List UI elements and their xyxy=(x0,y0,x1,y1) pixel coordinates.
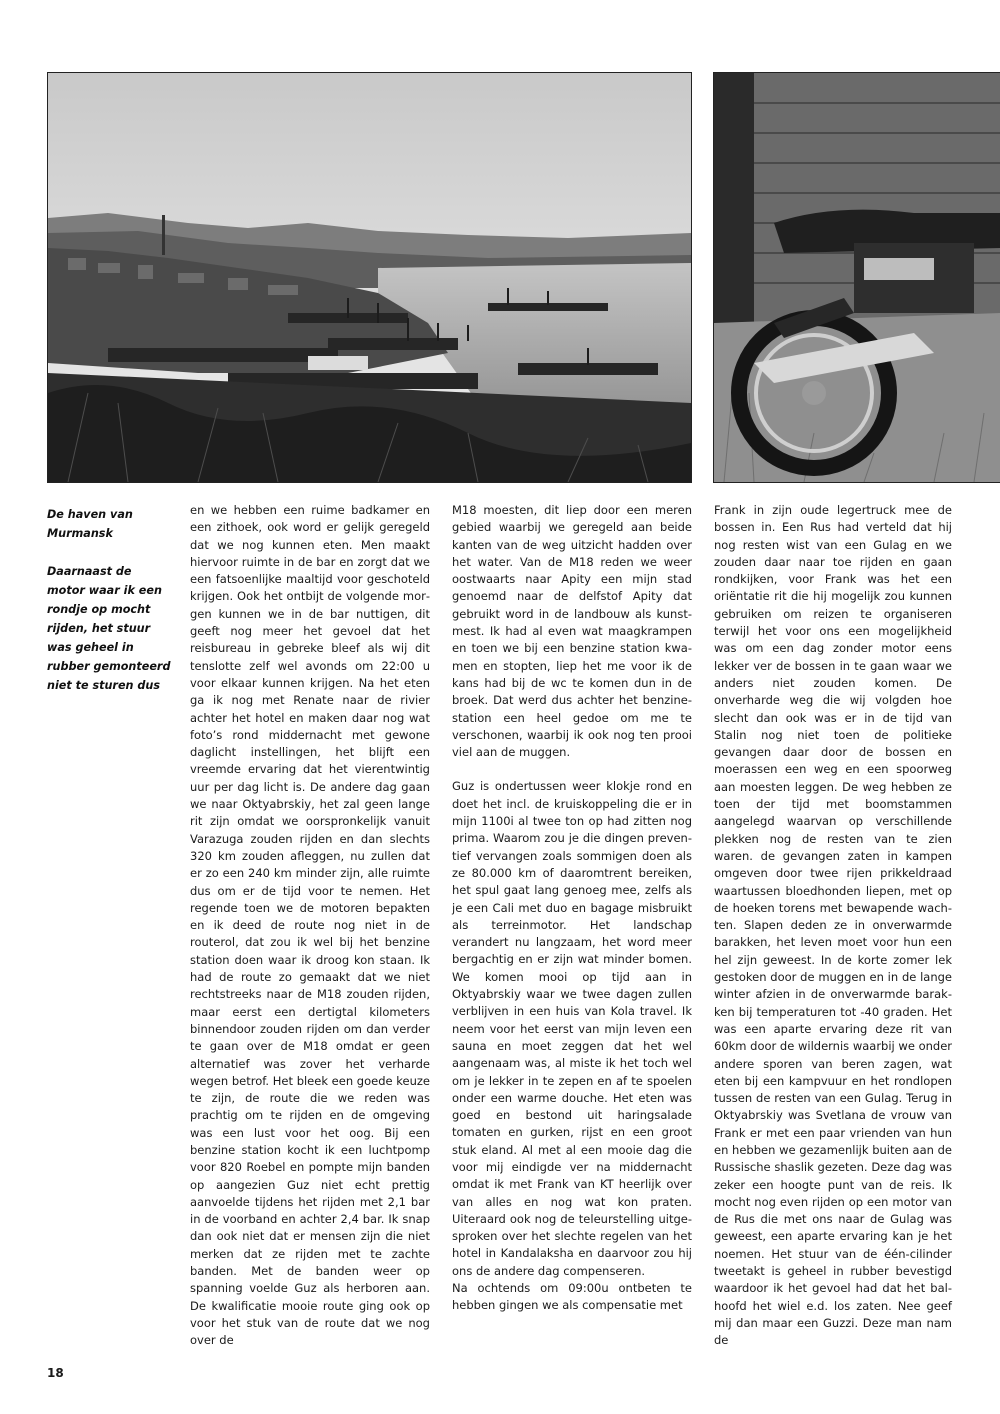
harbor-photo-image xyxy=(48,73,691,482)
page-number: 18 xyxy=(47,1366,64,1380)
caption-text: Daarnaast de motor waar ik een rondje op mocht rijden, het stuur was geheel in rubber gemonteerd niet te sturen dus xyxy=(47,565,171,692)
article-column-1 xyxy=(190,502,430,1350)
motorbike-photo xyxy=(713,72,1000,483)
motorbike-photo-image xyxy=(714,73,1000,482)
paragraph: M18 moesten, dit liep door een meren gebied waarbij we geregeld aan beide kanten van de weg uitzicht hadden over het water. Van de M18 reden we weer oostwaarts naar Apity een mijn stad genoemd naar de delfstof Apity dat gebruikt word in de landbouw als kunstmest. Ik had al even wat maagkrampen en toen we bij een benzine station kwamen en stopten, liep het me voor ik de kans had bij de wc te komen dun in de broek. Dat werd dus achter het benzinestation een heel gedoe om me te verschonen, waarbij ik ook nog ten prooi viel aan de muggen. xyxy=(452,503,692,760)
harbor-photo xyxy=(47,72,692,483)
paragraph: Guz is ondertussen weer klokje rond en doet het incl. de kruiskoppeling die er in mijn 1100i al twee ton op had zitten nog prima. Waarom zou je die dingen preventief vervangen zoals sommigen doen als ze 80.000 km of daaromtrent bereiken, het spul gaat lang genoeg mee, zelfs als je een Cali met duo en bagage misbruikt als terreinmotor. Het landschap verandert nu langzaam, het word meer bergachtig en er zijn wat minder bomen. We komen mooi op tijd aan in Oktyabrskiy waar we twee dagen zullen verblijven in een huis van Kola travel. Ik neem voor het eerst van mijn leven een sauna en moet zeggen dat het wel aangenaam was, al miste ik het toch wel om je lekker in te zepen en af te spoelen onder een warme douche. Het eten was goed en bestond uit haringsalade tomaten en gurken, rijst en een groot stuk eland. Al met al een mooie dag die voor mij eindigde ver na middernacht omdat ik met Frank van KT heerlijk over van alles en nog wat kon praten. Uiteraard ook nog de teleurstelling uitgesproken over het slechte regelen van het hotel in Kandalaksha en daarvoor zou hij ons de andere dag compenseren. xyxy=(452,779,692,1278)
article-column-2 xyxy=(452,502,692,1315)
paragraph: Frank in zijn oude legertruck mee de bossen in. Een Rus had verteld dat hij nog resten wist van een Gulag en we zouden daar naar toe rijden en gaan rondkijken, voor Frank was het een oriëntatie rit die hij mogelijk zou kunnen gebruiken om reizen te organiseren terwijl het voor ons een mogelijkheid was om een dag zonder motor eens lekker ver de bossen in te gaan waar we anders niet zouden komen. De onverharde weg die wij volgden hoe slecht dan ook was er in de tijd van Stalin nog niet toen de politieke gevangen daar door de bossen en moerassen een weg en een spoorweg aan moesten leggen. De weg hebben ze toen der tijd met boomstammen aangelegd waarvan op verschillende plekken nog de resten van te zien waren. de gevangen zaten in kampen omgeven door twee rijen prikkeldraad waartussen bloedhonden liepen, met op de hoeken torens met bewapende wachten. Slapen deden ze in onverwarmde barakken, het leven moet voor hun een hel zijn geweest. In de korte zomer lek gestoken door de muggen en in de lange winter afzien in de onverwarmde barakken bij temperaturen tot -40 graden. Het was een aparte ervaring deze rit van 60km door de wildernis waarbij we onder andere sporen van beren zagen, wat eten bij een kampvuur en het rondlopen tussen de resten van een Gulag. Terug in Oktyabrskiy was Svetlana de vrouw van Frank er met een paar vrienden van hun en hebben we gezamenlijk buiten aan de Russische shaslik gezeten. Deze dag was zeker een hoogte punt van de reis. Ik mocht nog even rijden op een motor van de Rus die met ons naar de Gulag was geweest, een aparte ervaring kan je het noemen. Het stuur van de één-cilinder tweetakt is geheel in rubber bevestigd waardoor ik het gevoel had dat het balhoofd het wiel e.d. los zaten. Nee geef mij dan maar een Guzzi. Deze man nam de xyxy=(714,503,952,1348)
paragraph: en we hebben een ruime badkamer en een zithoek, ook word er gelijk geregeld dat we nog kunnen eten. Men maakt hiervoor ruimte in de bar en zorgt dat we een fatsoenlijke maaltijd voor geschoteld krijgen. Ook het ontbijt de volgende morgen kunnen we in de bar nuttigen, dit geeft nog meer het gevoel dat het reisbureau in gebreke bleef als wij dit tenslotte zelf wel avonds om 22:00 u voor elkaar kunnen krijgen. Na het eten ga ik nog met Renate naar de rivier achter het hotel en maken daar nog wat foto’s rond middernacht met gewone daglicht instellingen, het blijft een vreemde ervaring dat het vierentwintig uur per dag licht is. De andere dag gaan we naar Oktyabrskiy, het zal geen lange rit zijn omdat we oorspronkelijk vanuit Varazuga zouden rijden en dan slechts 320 km zouden afleggen, nu zullen dat er zo een 240 km minder zijn, alle ruimte dus om er de tijd voor te nemen. Het regende toen we de motoren bepakten en ik deed de route nog niet in de routerol, dat zou ik wel bij het benzine station doen waar ik droog kon staan. Ik had de route zo gemaakt dat we niet rechtstreeks naar de M18 zouden rijden, maar eerst een dertigtal kilometers binnendoor zouden rijden om dan verder te gaan over de M18 omdat er geen alternatief was zover het verharde wegen betrof. Het bleek een goede keuze te zijn, de route die we reden was prachtig om te rijden en de omgeving was een lust voor het oog. Bij een benzine station kocht ik een luchtpomp voor 820 Roebel en pompte mijn banden op aangezien Guz niet echt prettig aanvoelde tijdens het rijden met 2,1 bar in de voorband en achter 2,4 bar. Ik snap dan ook niet dat er mensen zijn die niet merken dat ze rijden met te zachte banden. Met de banden weer op spanning voelde Guz als herboren aan. De kwalificatie mooie route ging ook op voor het stuk van de route dat we nog over de xyxy=(190,503,430,1348)
article-column-3 xyxy=(714,502,952,1350)
paragraph: Na ochtends om 09:00u ontbeten te hebben gingen we als compensatie met xyxy=(452,1281,692,1313)
caption-title: De haven van Murmansk xyxy=(47,508,133,540)
photo-caption xyxy=(47,505,172,714)
